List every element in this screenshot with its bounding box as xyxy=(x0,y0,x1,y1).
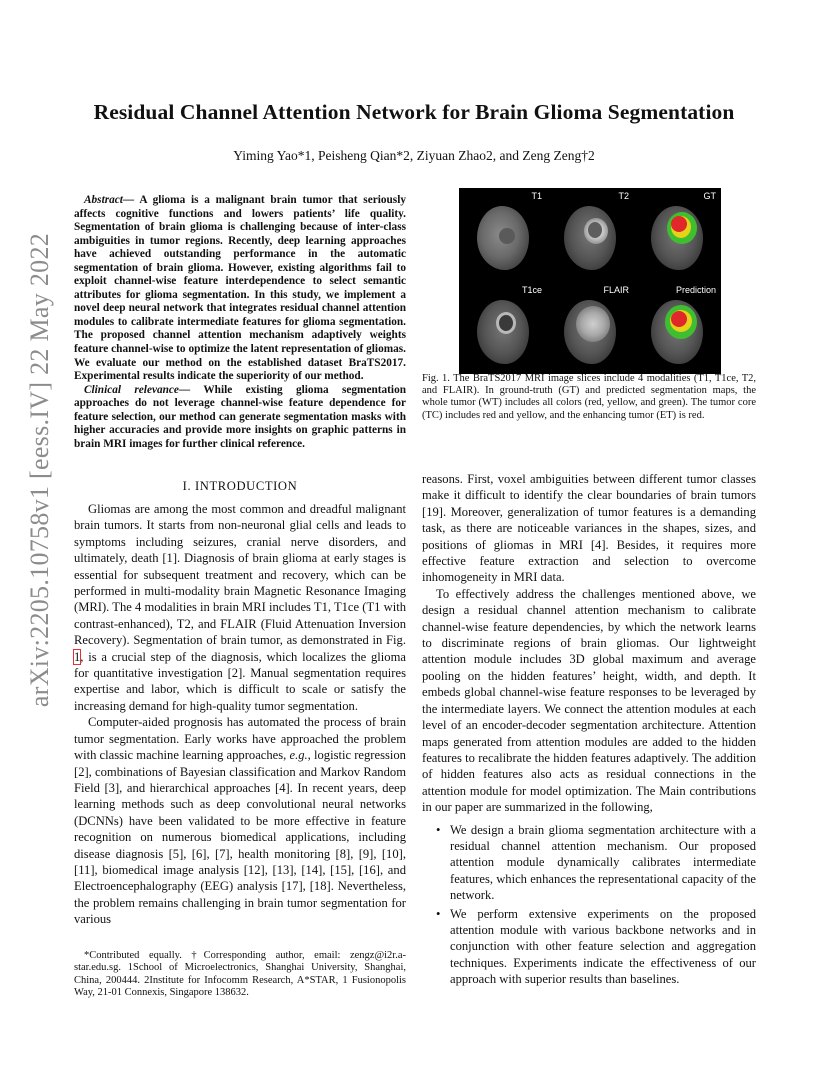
clinical-relevance-label: Clinical relevance— xyxy=(84,383,191,396)
clinical-relevance-text: While existing glioma segmentation approaches do not leverage channel-wise feature dependence for feature selection, our method can generate segmentation masks with higher accuracies and provide more insights on graphic patterns in brain MRI images for further clinical reference. xyxy=(74,383,406,450)
panel-gt xyxy=(633,188,720,280)
abstract-label: Abstract— xyxy=(84,194,135,206)
brain-slice-image xyxy=(564,206,616,270)
right-paragraph-2: To effectively address the challenges mentioned above, we design a residual channel attention mechanism to calibrate channel-wise feature dependencies, by which the network learns to discriminate regions of brain gliomas. Our lightweight attention module includes 3D global maximum and average pooling on the hidden features’ height, width, and depth. It embeds global channel-wise feature responses to be leveraged by the intermediate layers. We connect the attention modules at each level of an encoder-decoder segmentation architecture. Attention maps generated from attention modules are added to the hidden features to recalibrate the hidden features adaptively. The addition of hidden features also acts as residual connections in the attention module for model optimization. The Main contributions in our paper are summarized in the following, xyxy=(422,586,756,815)
abstract-paragraph xyxy=(74,194,406,384)
intro-paragraph-2 xyxy=(74,714,406,927)
brain-slice-image xyxy=(477,206,529,270)
figure-reference-link[interactable]: 1 xyxy=(74,649,81,664)
mri-figure xyxy=(459,188,721,374)
panel-t1ce xyxy=(459,282,546,374)
panel-label-t1ce: T1ce xyxy=(521,285,542,295)
intro-p1-text-a: Gliomas are among the most common and dreadful malignant brain tumors. It starts from non-neuronal glial cells and leads to symptoms including seizures, cranial nerve disorders, and ultimately, death [1]. Diagnosis of brain glioma at early stages is essential for subsequent treatment and recovery, which can be performed in multi-modality brain Magnetic Resonance Imaging (MRI). The 4 modalities in brain MRI includes T1, T1ce (T1 with contrast-enhanced), T2, and FLAIR (Fluid Attenuation Inversion Recovery). Segmentation of brain tumor, as demonstrated in Fig. xyxy=(74,502,406,648)
paper-title: Residual Channel Attention Network for Brain Glioma Segmentation xyxy=(93,100,735,124)
intro-p1-text-b: , is a crucial step of the diagnosis, which localizes the glioma for quantitative investigation [2]. Manual segmentation requires expertise and labor, which is difficult to scale or satisfy the increasing demand for high-quality tumor segmentation. xyxy=(74,649,406,713)
author-list: Yiming Yao*1, Peisheng Qian*2, Ziyuan Zhao2, and Zeng Zeng†2 xyxy=(233,148,595,163)
bullet-symbol: • xyxy=(436,906,441,921)
arxiv-identifier xyxy=(18,232,62,708)
intro-p2-text-b: , logistic regression [2], combinations of Bayesian classification and Markov Random Field [3], and hierarchical approaches [4]. In recent years, deep learning methods such as deep convolutional neural networks (DCNNs) have been validated to be more effective in feature recognition on numerous biomedical applications, including disease diagnosis [5], [6], [7], health monitoring [8], [9], [10], [11], biomedical image analysis [12], [13], [14], [15], [16], and Electroencephalography (EEG) analysis [17], [18]. Nevertheless, the problem remains challenging in brain tumor segmentation for various xyxy=(74,748,406,927)
clinical-relevance-paragraph xyxy=(74,384,406,452)
intro-paragraph-1 xyxy=(74,501,406,714)
footnote: *Contributed equally. †Corresponding author, email: zengz@i2r.a-star.edu.sg. 1School of Microelectronics, Shanghai University, Shanghai, China, 200444. 2Institute for Infocomm Research, A*STAR, 1 Fusionopolis Way, 21-01 Connexis, Singapore 138632. xyxy=(74,950,406,998)
right-column-body xyxy=(422,471,756,990)
brain-slice-image xyxy=(477,300,529,364)
panel-t1 xyxy=(459,188,546,280)
abstract xyxy=(74,194,406,451)
bullet-symbol: • xyxy=(436,822,441,837)
contributions-list xyxy=(422,822,756,988)
list-item xyxy=(422,906,756,988)
brain-slice-image xyxy=(651,206,703,270)
panel-prediction xyxy=(633,282,720,374)
panel-flair xyxy=(546,282,633,374)
introduction-body xyxy=(74,501,406,928)
panel-label-t1: T1 xyxy=(531,191,542,201)
panel-label-t2: T2 xyxy=(618,191,629,201)
arxiv-identifier-text: arXiv:2205.10758v1 [eess.IV] 22 May 2022 xyxy=(25,232,54,708)
contribution-text: We design a brain glioma segmentation architecture with a residual channel attention mechanism. Our proposed attention module dynamically calibrates intermediate features, which enhances the representational capacity of the network. xyxy=(450,822,756,903)
intro-p2-text-a: Computer-aided prognosis has automated the process of brain tumor segmentation. Early works have approached the problem with classic machine learning approaches, xyxy=(74,715,406,763)
intro-p2-eg: e.g. xyxy=(289,748,308,763)
figure-caption: Fig. 1. The BraTS2017 MRI image slices include 4 modalities (T1, T1ce, T2, and FLAIR). In ground-truth (GT) and predicted segmentation maps, the whole tumor (WT) includes all colors (red, yellow, and green). The tumor core (TC) includes red and yellow, and the enhancing tumor (ET) is red. xyxy=(422,373,756,421)
panel-t2 xyxy=(546,188,633,280)
right-paragraph-1: reasons. First, voxel ambiguities between different tumor classes make it difficult to identify the clear boundaries of brain tumors [19]. Moreover, generalization of tumor features is a demanding task, as there are noticeable variances in the shapes, sizes, and positions of gliomas in MRI [4]. Besides, it requires more effective feature extraction and selection to overcome inhomogeneity in MRI data. xyxy=(422,472,756,585)
panel-label-gt: GT xyxy=(703,191,716,201)
panel-label-prediction: Prediction xyxy=(675,285,716,295)
section-heading-introduction: I. INTRODUCTION xyxy=(182,479,298,493)
list-item xyxy=(422,822,756,904)
panel-label-flair: FLAIR xyxy=(603,285,629,295)
contribution-text: We perform extensive experiments on the proposed attention module with various backbone networks and in conjunction with other feature selection and aggregation techniques. Experiments indicate the effectiveness of our approach with superior results than baselines. xyxy=(450,906,756,987)
brain-slice-image xyxy=(564,300,616,364)
abstract-text: A glioma is a malignant brain tumor that seriously affects cognitive functions and lowers patients’ life quality. Segmentation of brain glioma is challenging because of inter-class ambiguities in tumor regions. Recently, deep learning approaches have achieved outstanding performance in the automatic segmentation of brain glioma. However, existing algorithms fail to exploit channel-wise feature interdependence to select semantic attributes for glioma segmentation. In this study, we implement a novel deep neural network that integrates residual channel attention modules to calibrate intermediate features for glioma segmentation. The proposed channel attention mechanism adaptively weights feature channel-wise to optimize the latent representation of gliomas. We evaluate our method on the established dataset BraTS2017. Experimental results indicate the superiority of our method. xyxy=(74,194,406,383)
brain-slice-image xyxy=(651,300,703,364)
